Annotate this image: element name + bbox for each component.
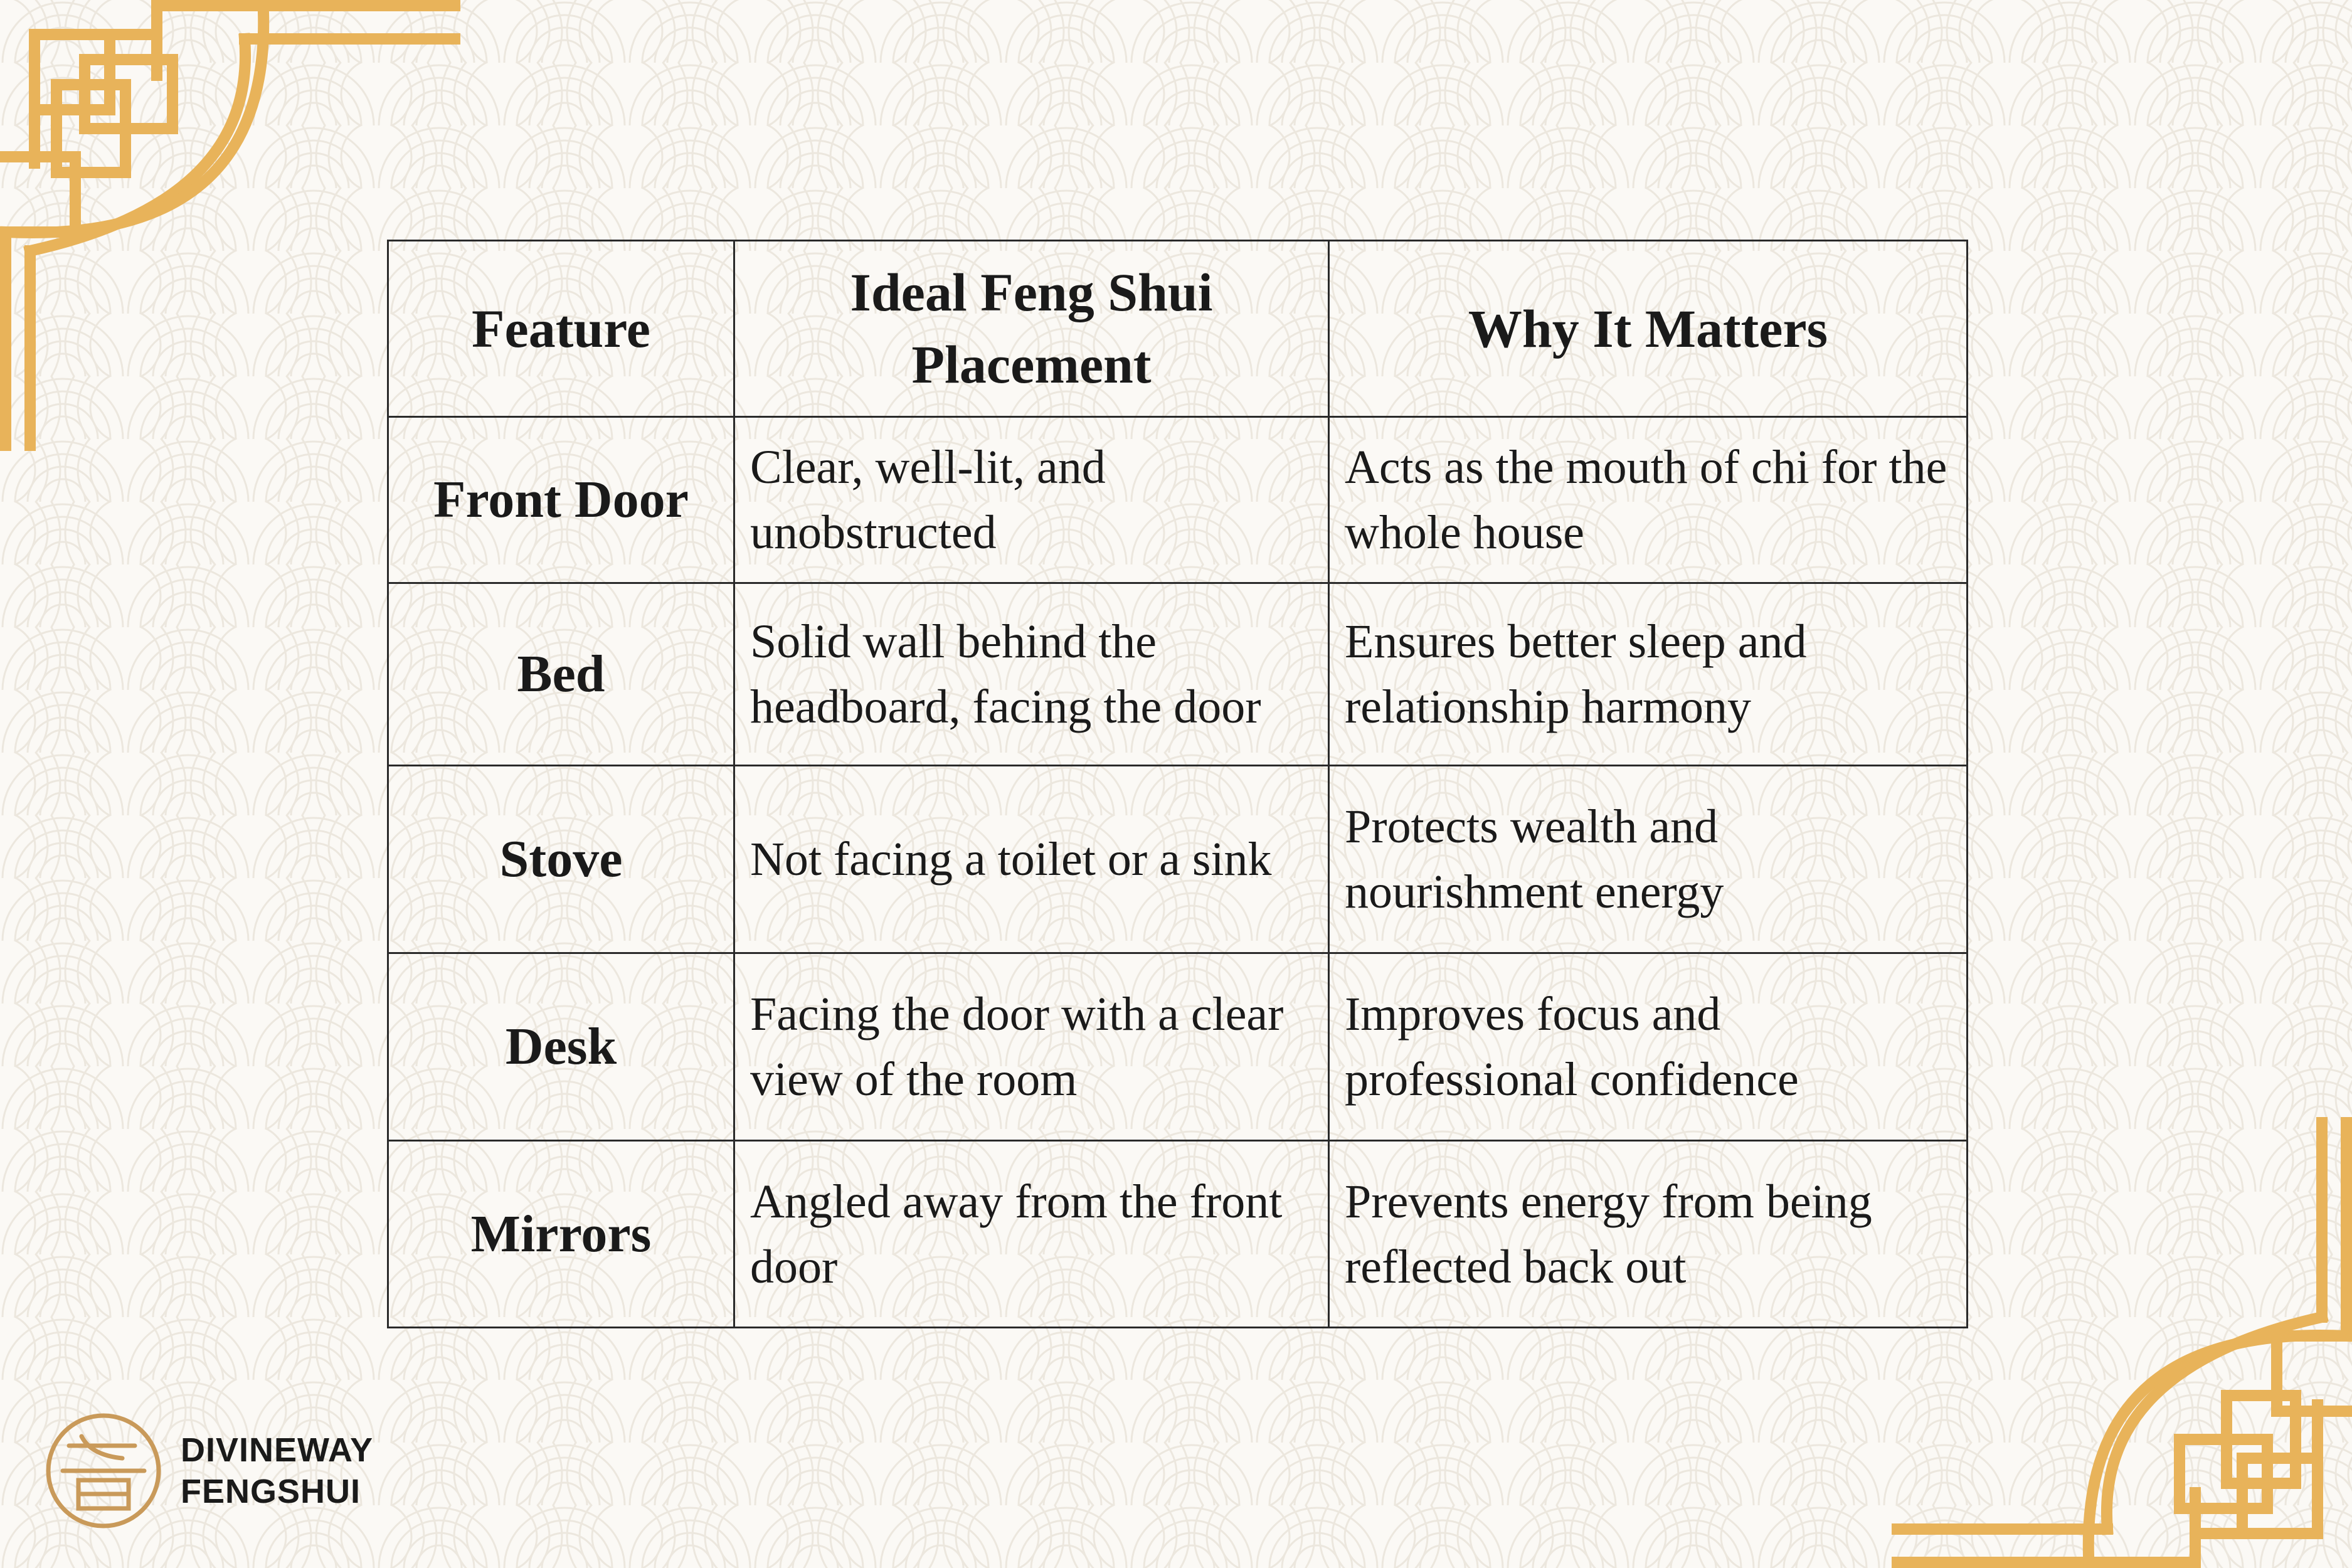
feature-cell: Bed (388, 583, 734, 766)
brand-name (181, 1429, 373, 1512)
placement-cell: Clear, well-lit, and unobstructed (734, 417, 1329, 583)
header-feature: Feature (388, 241, 734, 417)
table-row (388, 953, 1968, 1141)
header-why-it-matters: Why It Matters (1329, 241, 1968, 417)
feature-cell: Front Door (388, 417, 734, 583)
table-header-row (388, 241, 1968, 417)
feature-cell: Mirrors (388, 1141, 734, 1328)
feature-cell: Stove (388, 766, 734, 953)
why-cell: Improves focus and professional confidence (1329, 953, 1968, 1141)
brand-name-line2: FENGSHUI (181, 1473, 361, 1510)
feng-shui-placement-table (387, 240, 1968, 1328)
placement-cell: Solid wall behind the headboard, facing the door (734, 583, 1329, 766)
placement-cell: Facing the door with a clear view of the room (734, 953, 1329, 1141)
feature-cell: Desk (388, 953, 734, 1141)
brand-logo (44, 1411, 373, 1530)
table-row (388, 1141, 1968, 1328)
placement-cell: Not facing a toilet or a sink (734, 766, 1329, 953)
why-cell: Acts as the mouth of chi for the whole house (1329, 417, 1968, 583)
table-row (388, 583, 1968, 766)
table-row (388, 417, 1968, 583)
placement-cell: Angled away from the front door (734, 1141, 1329, 1328)
divineway-logo-icon (44, 1411, 163, 1530)
why-cell: Ensures better sleep and relationship harmony (1329, 583, 1968, 766)
brand-name-line1: DIVINEWAY (181, 1431, 374, 1469)
table-row (388, 766, 1968, 953)
why-cell: Prevents energy from being reflected back out (1329, 1141, 1968, 1328)
why-cell: Protects wealth and nourishment energy (1329, 766, 1968, 953)
feng-shui-table-container (387, 240, 1968, 1328)
header-placement: Ideal Feng Shui Placement (734, 241, 1329, 417)
